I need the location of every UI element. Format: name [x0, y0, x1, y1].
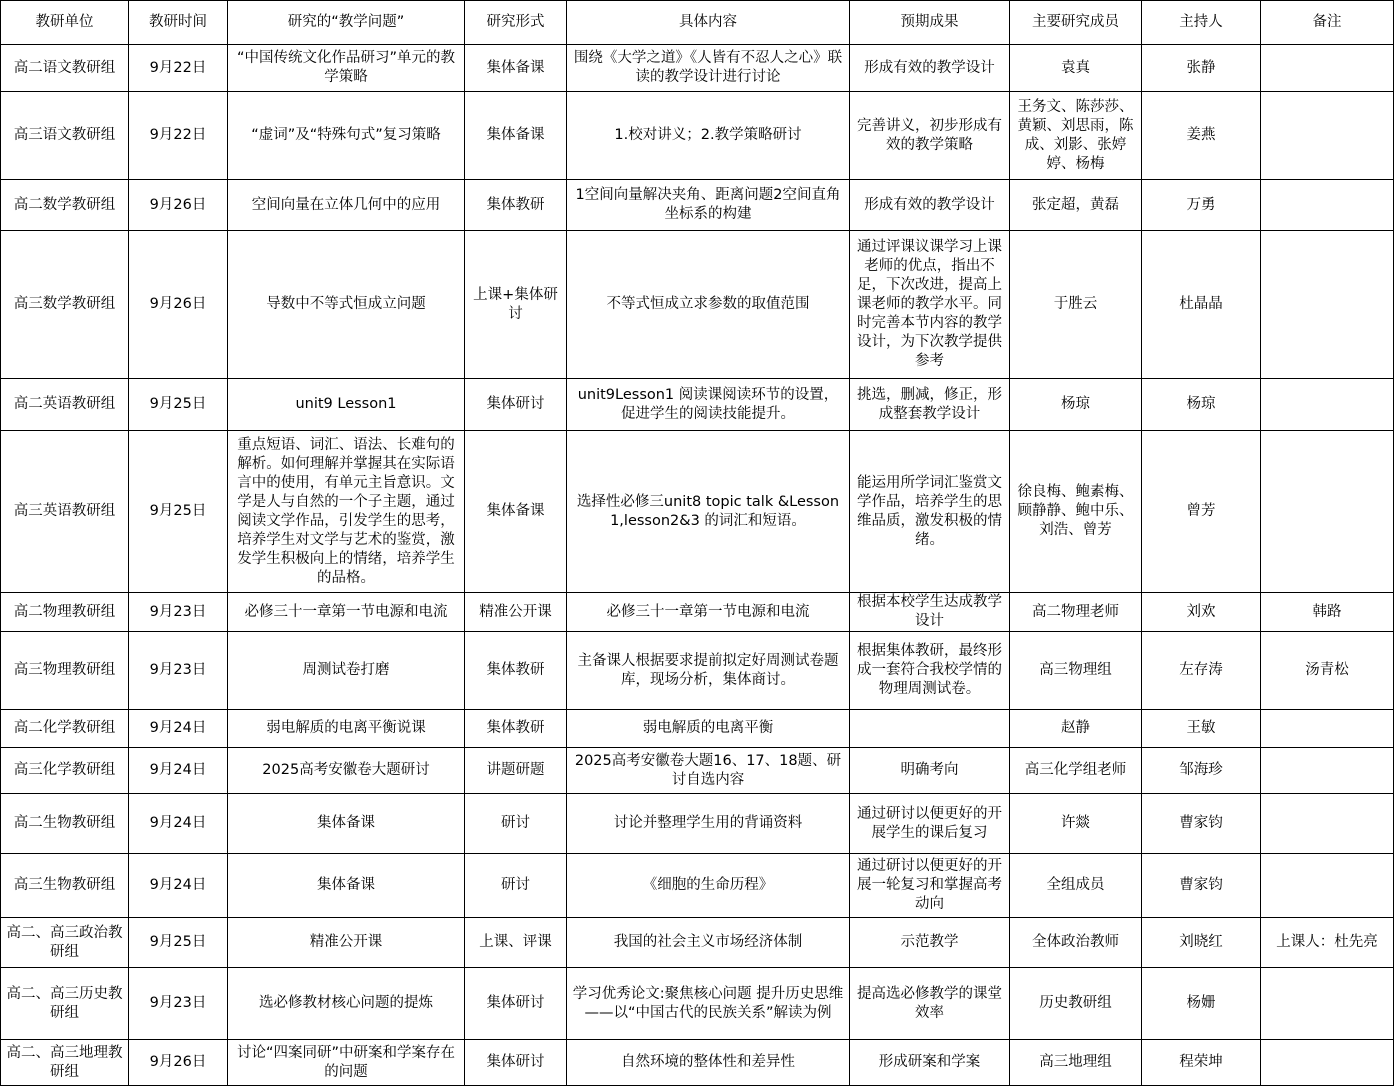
- cell-note: [1261, 854, 1394, 918]
- cell-result: 提高选必修教学的课堂效率: [850, 968, 1010, 1040]
- cell-members: 于胜云: [1010, 231, 1142, 379]
- cell-problem: 重点短语、词汇、语法、长难句的解析。如何理解并掌握其在实际语言中的使用，有单元主旨意识。文学是人与自然的一个子主题，通过阅读文学作品，引发学生的思考，培养学生对文学与艺术的鉴赏，激发学生积极向上的情绪，培养学生的品格。: [228, 431, 465, 593]
- cell-members: 全组成员: [1010, 854, 1142, 918]
- cell-note: [1261, 748, 1394, 794]
- cell-host: 杨琼: [1142, 379, 1261, 431]
- cell-content: 1空间向量解决夹角、距离问题2空间直角坐标系的构建: [567, 180, 850, 231]
- cell-result: 根据本校学生达成教学设计: [850, 593, 1010, 632]
- cell-unit: 高二数学教研组: [1, 180, 129, 231]
- cell-members: 徐良梅、鲍素梅、顾静静、鲍中乐、刘浩、曾芳: [1010, 431, 1142, 593]
- cell-content: 围绕《大学之道》《人皆有不忍人之心》联读的教学设计进行讨论: [567, 45, 850, 92]
- cell-note: [1261, 180, 1394, 231]
- cell-members: 王务文、陈莎莎、黄颖、刘思雨，陈成、刘影、张婷婷、杨梅: [1010, 92, 1142, 180]
- table-row: [1, 45, 1394, 92]
- cell-note: [1261, 45, 1394, 92]
- cell-host: 姜燕: [1142, 92, 1261, 180]
- cell-problem: 2025高考安徽卷大题研讨: [228, 748, 465, 794]
- cell-content: 讨论并整理学生用的背诵资料: [567, 794, 850, 854]
- header-problem: 研究的“教学问题”: [228, 1, 465, 45]
- table-row: [1, 180, 1394, 231]
- cell-note: [1261, 794, 1394, 854]
- cell-time: 9月24日: [129, 794, 228, 854]
- cell-members: 历史教研组: [1010, 968, 1142, 1040]
- cell-content: 1.校对讲义；2.教学策略研讨: [567, 92, 850, 180]
- cell-members: 张定超，黄磊: [1010, 180, 1142, 231]
- cell-unit: 高二英语教研组: [1, 379, 129, 431]
- cell-host: 杨姗: [1142, 968, 1261, 1040]
- cell-form: 讲题研题: [465, 748, 567, 794]
- table-row: [1, 748, 1394, 794]
- cell-time: 9月24日: [129, 854, 228, 918]
- cell-host: 王敏: [1142, 710, 1261, 748]
- cell-form: 集体备课: [465, 45, 567, 92]
- cell-result: 根据集体教研，最终形成一套符合我校学情的物理周测试卷。: [850, 632, 1010, 710]
- cell-form: 集体教研: [465, 710, 567, 748]
- cell-problem: 必修三十一章第一节电源和电流: [228, 593, 465, 632]
- cell-host: 刘欢: [1142, 593, 1261, 632]
- cell-host: 刘晓红: [1142, 918, 1261, 968]
- cell-time: 9月25日: [129, 431, 228, 593]
- cell-result: 示范教学: [850, 918, 1010, 968]
- cell-host: 左存涛: [1142, 632, 1261, 710]
- cell-result: 能运用所学词汇鉴赏文学作品，培养学生的思维品质，激发积极的情绪。: [850, 431, 1010, 593]
- cell-unit: 高三英语教研组: [1, 431, 129, 593]
- cell-unit: 高三语文教研组: [1, 92, 129, 180]
- cell-host: 万勇: [1142, 180, 1261, 231]
- header-result: 预期成果: [850, 1, 1010, 45]
- cell-result: 通过研讨以便更好的开展一轮复习和掌握高考动向: [850, 854, 1010, 918]
- cell-note: 上课人：杜先亮: [1261, 918, 1394, 968]
- cell-time: 9月24日: [129, 710, 228, 748]
- header-row: [1, 1, 1394, 45]
- cell-content: 不等式恒成立求参数的取值范围: [567, 231, 850, 379]
- cell-form: 集体备课: [465, 92, 567, 180]
- cell-content: 弱电解质的电离平衡: [567, 710, 850, 748]
- cell-time: 9月25日: [129, 918, 228, 968]
- cell-unit: 高二生物教研组: [1, 794, 129, 854]
- cell-unit: 高三数学教研组: [1, 231, 129, 379]
- cell-host: 邹海珍: [1142, 748, 1261, 794]
- table-row: [1, 431, 1394, 593]
- cell-note: [1261, 1040, 1394, 1086]
- cell-host: 杜晶晶: [1142, 231, 1261, 379]
- cell-note: [1261, 710, 1394, 748]
- cell-members: 高三地理组: [1010, 1040, 1142, 1086]
- cell-form: 研讨: [465, 794, 567, 854]
- cell-content: unit9Lesson1 阅读课阅读环节的设置，促进学生的阅读技能提升。: [567, 379, 850, 431]
- cell-form: 精准公开课: [465, 593, 567, 632]
- cell-result: 通过评课议课学习上课老师的优点，指出不足，下次改进，提高上课老师的教学水平。同时完善本节内容的教学设计，为下次教学提供参考: [850, 231, 1010, 379]
- cell-host: 张静: [1142, 45, 1261, 92]
- cell-problem: 讨论“四案同研”中研案和学案存在的问题: [228, 1040, 465, 1086]
- cell-form: 上课+集体研讨: [465, 231, 567, 379]
- cell-time: 9月23日: [129, 968, 228, 1040]
- cell-form: 研讨: [465, 854, 567, 918]
- cell-problem: unit9 Lesson1: [228, 379, 465, 431]
- header-content: 具体内容: [567, 1, 850, 45]
- table-row: [1, 918, 1394, 968]
- cell-problem: 精准公开课: [228, 918, 465, 968]
- header-unit: 教研单位: [1, 1, 129, 45]
- cell-note: [1261, 379, 1394, 431]
- cell-members: 杨琼: [1010, 379, 1142, 431]
- cell-note: [1261, 968, 1394, 1040]
- table-row: [1, 1040, 1394, 1086]
- cell-note: [1261, 92, 1394, 180]
- cell-problem: 导数中不等式恒成立问题: [228, 231, 465, 379]
- table-row: [1, 968, 1394, 1040]
- cell-result: 形成研案和学案: [850, 1040, 1010, 1086]
- cell-problem: 选必修教材核心问题的提炼: [228, 968, 465, 1040]
- cell-form: 集体研讨: [465, 1040, 567, 1086]
- header-form: 研究形式: [465, 1, 567, 45]
- cell-content: 2025高考安徽卷大题16、17、18题、研讨自选内容: [567, 748, 850, 794]
- cell-members: 全体政治教师: [1010, 918, 1142, 968]
- cell-result: 挑选，删减，修正，形成整套教学设计: [850, 379, 1010, 431]
- cell-form: 集体研讨: [465, 379, 567, 431]
- cell-problem: 弱电解质的电离平衡说课: [228, 710, 465, 748]
- cell-host: 曹家钧: [1142, 794, 1261, 854]
- cell-host: 程荣坤: [1142, 1040, 1261, 1086]
- cell-form: 集体教研: [465, 632, 567, 710]
- cell-time: 9月26日: [129, 231, 228, 379]
- cell-time: 9月25日: [129, 379, 228, 431]
- table-row: [1, 710, 1394, 748]
- cell-result: 形成有效的教学设计: [850, 45, 1010, 92]
- cell-members: 赵静: [1010, 710, 1142, 748]
- header-host: 主持人: [1142, 1, 1261, 45]
- cell-problem: “中国传统文化作品研习”单元的教学策略: [228, 45, 465, 92]
- cell-content: 主备课人根据要求提前拟定好周测试卷题库，现场分析，集体商讨。: [567, 632, 850, 710]
- header-note: 备注: [1261, 1, 1394, 45]
- cell-unit: 高三生物教研组: [1, 854, 129, 918]
- cell-members: 许燚: [1010, 794, 1142, 854]
- cell-unit: 高二、高三地理教研组: [1, 1040, 129, 1086]
- cell-result: 完善讲义，初步形成有效的教学策略: [850, 92, 1010, 180]
- cell-members: 高三化学组老师: [1010, 748, 1142, 794]
- cell-content: 自然环境的整体性和差异性: [567, 1040, 850, 1086]
- cell-members: 高二物理老师: [1010, 593, 1142, 632]
- cell-form: 集体教研: [465, 180, 567, 231]
- cell-result: [850, 710, 1010, 748]
- cell-time: 9月26日: [129, 1040, 228, 1086]
- table-row: [1, 92, 1394, 180]
- cell-members: 袁真: [1010, 45, 1142, 92]
- table-row: [1, 379, 1394, 431]
- cell-content: 必修三十一章第一节电源和电流: [567, 593, 850, 632]
- cell-result: 明确考向: [850, 748, 1010, 794]
- cell-content: 学习优秀论文:聚焦核心问题 提升历史思维——以“中国古代的民族关系”解读为例: [567, 968, 850, 1040]
- cell-unit: 高二、高三历史教研组: [1, 968, 129, 1040]
- cell-members: 高三物理组: [1010, 632, 1142, 710]
- cell-result: 通过研讨以便更好的开展学生的课后复习: [850, 794, 1010, 854]
- cell-unit: 高三化学教研组: [1, 748, 129, 794]
- cell-content: 我国的社会主义市场经济体制: [567, 918, 850, 968]
- cell-result: 形成有效的教学设计: [850, 180, 1010, 231]
- cell-form: 集体研讨: [465, 968, 567, 1040]
- cell-unit: 高三物理教研组: [1, 632, 129, 710]
- cell-note: 汤青松: [1261, 632, 1394, 710]
- cell-form: 上课、评课: [465, 918, 567, 968]
- cell-content: 选择性必修三unit8 topic talk &Lesson 1,lesson2&3 的词汇和短语。: [567, 431, 850, 593]
- cell-unit: 高二化学教研组: [1, 710, 129, 748]
- cell-note: 韩路: [1261, 593, 1394, 632]
- cell-time: 9月24日: [129, 748, 228, 794]
- cell-time: 9月23日: [129, 593, 228, 632]
- cell-unit: 高二语文教研组: [1, 45, 129, 92]
- cell-form: 集体备课: [465, 431, 567, 593]
- cell-problem: 集体备课: [228, 854, 465, 918]
- table-row: [1, 854, 1394, 918]
- table-row: [1, 231, 1394, 379]
- cell-host: 曾芳: [1142, 431, 1261, 593]
- header-members: 主要研究成员: [1010, 1, 1142, 45]
- cell-host: 曹家钧: [1142, 854, 1261, 918]
- cell-unit: 高二、高三政治教研组: [1, 918, 129, 968]
- cell-note: [1261, 231, 1394, 379]
- cell-time: 9月26日: [129, 180, 228, 231]
- cell-problem: “虚词”及“特殊句式”复习策略: [228, 92, 465, 180]
- cell-problem: 集体备课: [228, 794, 465, 854]
- cell-unit: 高二物理教研组: [1, 593, 129, 632]
- cell-content: 《细胞的生命历程》: [567, 854, 850, 918]
- table-row: [1, 794, 1394, 854]
- cell-problem: 周测试卷打磨: [228, 632, 465, 710]
- cell-note: [1261, 431, 1394, 593]
- cell-problem: 空间向量在立体几何中的应用: [228, 180, 465, 231]
- cell-time: 9月23日: [129, 632, 228, 710]
- cell-time: 9月22日: [129, 92, 228, 180]
- cell-time: 9月22日: [129, 45, 228, 92]
- table-row: [1, 632, 1394, 710]
- header-time: 教研时间: [129, 1, 228, 45]
- table-row: [1, 593, 1394, 632]
